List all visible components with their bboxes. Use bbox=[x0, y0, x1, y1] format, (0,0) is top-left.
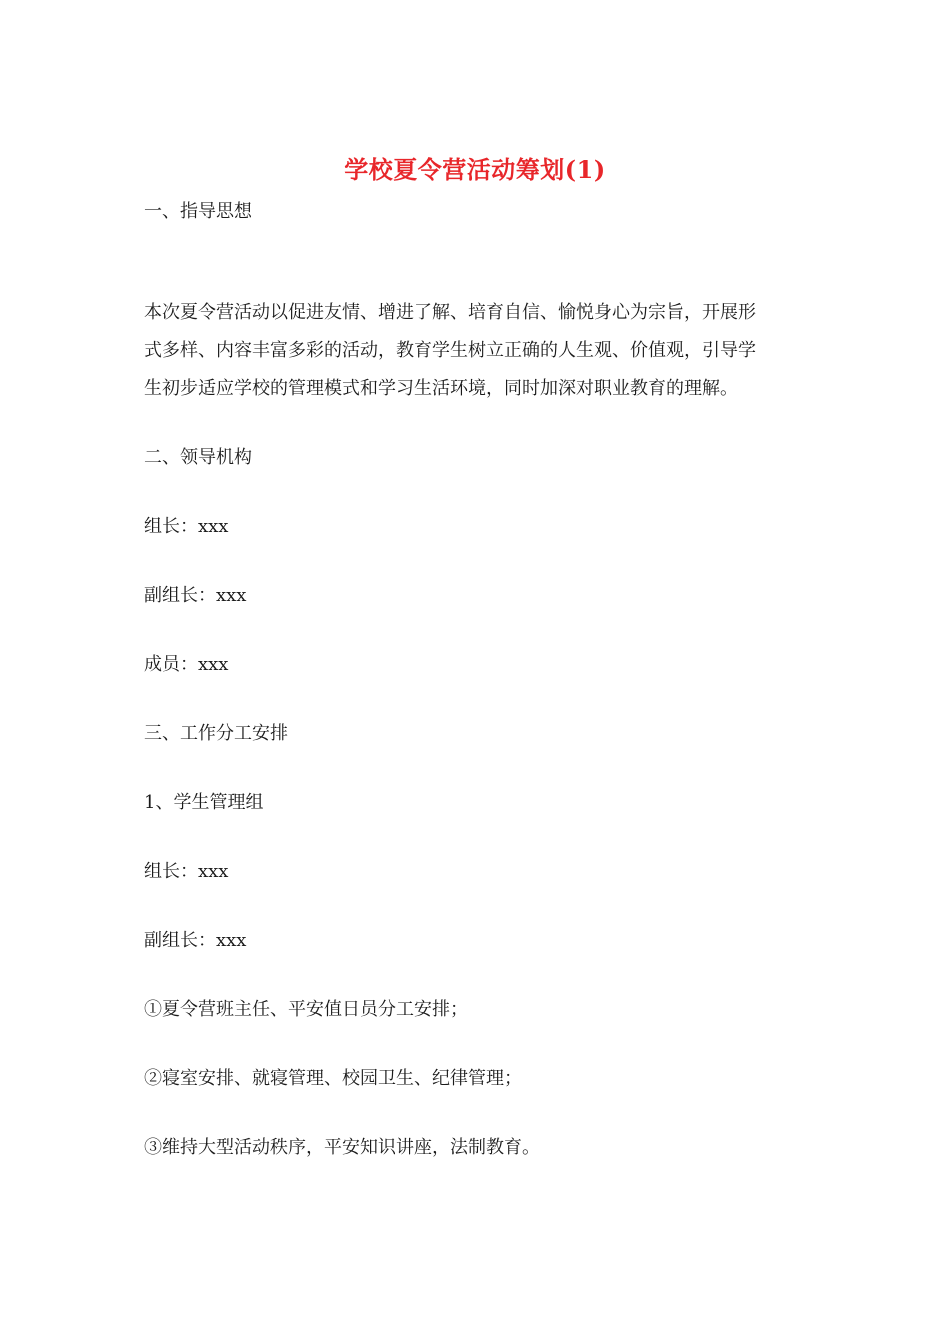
members-line: 成员：xxx bbox=[144, 654, 229, 675]
section-heading-guiding-ideology: 一、指导思想 bbox=[144, 201, 252, 222]
document-title: 学校夏令营活动筹划(1) bbox=[344, 155, 606, 184]
section-heading-leadership: 二、领导机构 bbox=[144, 447, 252, 468]
leader-line: 组长：xxx bbox=[144, 516, 229, 537]
paragraph-line: 本次夏令营活动以促进友情、增进了解、培育自信、愉悦身心为宗旨，开展形 bbox=[144, 302, 756, 323]
duty-item: ③维持大型活动秩序，平安知识讲座，法制教育。 bbox=[144, 1137, 540, 1158]
duty-item: ①夏令营班主任、平安值日员分工安排； bbox=[144, 999, 468, 1020]
section-heading-work-division: 三、工作分工安排 bbox=[144, 723, 288, 744]
section-paragraph-guiding-ideology bbox=[144, 294, 806, 408]
duty-item: ②寝室安排、就寝管理、校园卫生、纪律管理； bbox=[144, 1068, 522, 1089]
paragraph-line: 生初步适应学校的管理模式和学习生活环境，同时加深对职业教育的理解。 bbox=[144, 378, 738, 399]
group-deputy-line: 副组长：xxx bbox=[144, 930, 247, 951]
deputy-leader-line: 副组长：xxx bbox=[144, 585, 247, 606]
group-heading-student-management: 1、学生管理组 bbox=[144, 792, 264, 813]
paragraph-line: 式多样、内容丰富多彩的活动，教育学生树立正确的人生观、价值观，引导学 bbox=[144, 340, 756, 361]
group-leader-line: 组长：xxx bbox=[144, 861, 229, 882]
